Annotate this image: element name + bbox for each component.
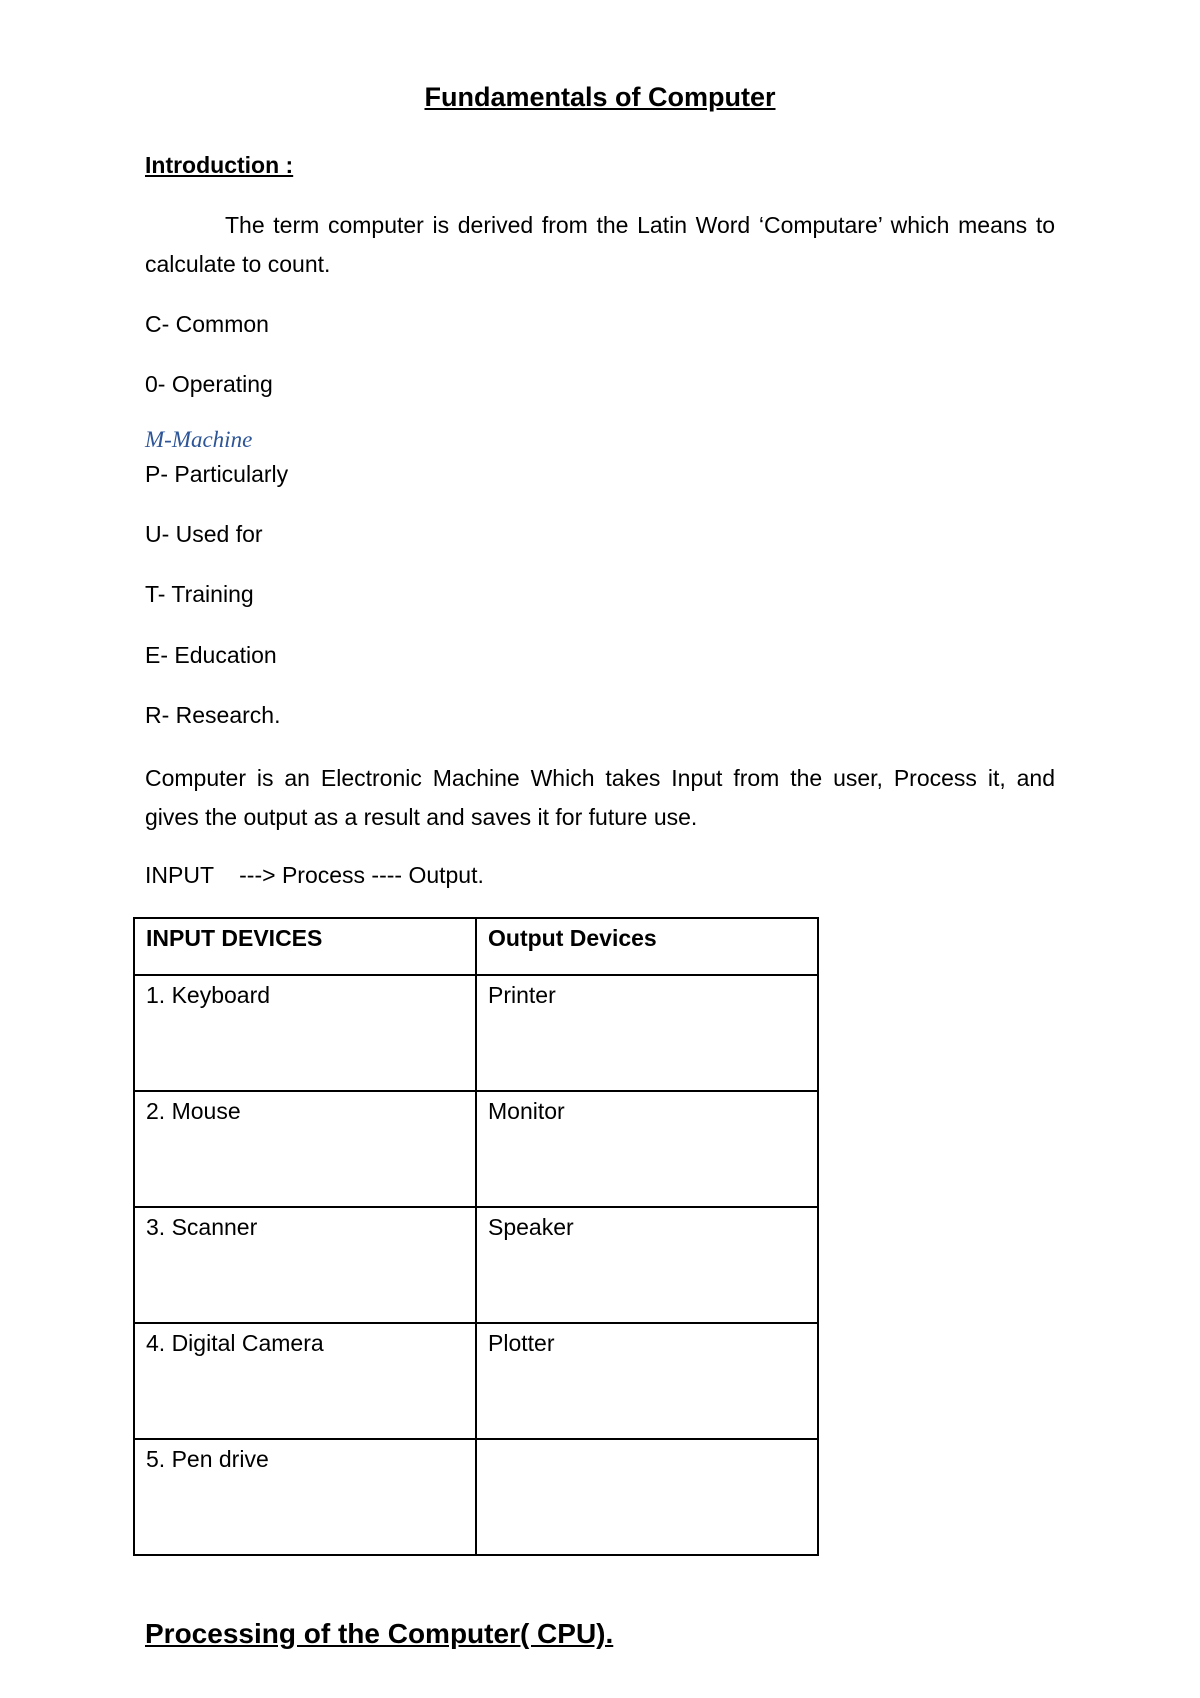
acronym-line-r: R- Research. — [145, 702, 281, 728]
acronym-line-p: P- Particularly — [145, 461, 289, 487]
table-row — [134, 1207, 818, 1323]
output-device-cell: Plotter — [476, 1323, 818, 1439]
acronym-line-o: 0- Operating — [145, 371, 273, 397]
acronym-line-m: M-Machine — [145, 427, 253, 452]
table-row — [134, 1439, 818, 1555]
output-device-cell: Speaker — [476, 1207, 818, 1323]
definition-paragraph: Computer is an Electronic Machine Which takes Input from the user, Process it, and gives the output as a result and saves it for future use. — [145, 765, 1055, 830]
input-device-cell: 1. Keyboard — [134, 975, 476, 1091]
input-device-cell: 2. Mouse — [134, 1091, 476, 1207]
devices-table — [133, 917, 819, 1556]
document-title: Fundamentals of Computer — [424, 82, 776, 112]
output-device-cell — [476, 1439, 818, 1555]
acronym-line-e: E- Education — [145, 642, 277, 668]
table-row — [134, 1091, 818, 1207]
intro-heading: Introduction : — [145, 152, 294, 178]
acronym-line-t: T- Training — [145, 581, 254, 607]
intro-paragraph-text: The term computer is derived from the Latin Word ‘Computare’ which means to calculate to count. — [145, 212, 1055, 277]
input-device-cell: 5. Pen drive — [134, 1439, 476, 1555]
table-header-row — [134, 918, 818, 975]
output-device-cell: Printer — [476, 975, 818, 1091]
intro-paragraph — [145, 206, 1055, 284]
section-heading: Processing of the Computer( CPU). — [145, 1618, 614, 1649]
table-row — [134, 1323, 818, 1439]
input-device-cell: 4. Digital Camera — [134, 1323, 476, 1439]
input-devices-header: INPUT DEVICES — [134, 918, 476, 975]
flow-line: INPUT ---> Process ---- Output. — [145, 862, 484, 888]
output-devices-header: Output Devices — [476, 918, 818, 975]
acronym-line-c: C- Common — [145, 311, 269, 337]
input-device-cell: 3. Scanner — [134, 1207, 476, 1323]
output-device-cell: Monitor — [476, 1091, 818, 1207]
acronym-line-u: U- Used for — [145, 521, 263, 547]
table-row — [134, 975, 818, 1091]
